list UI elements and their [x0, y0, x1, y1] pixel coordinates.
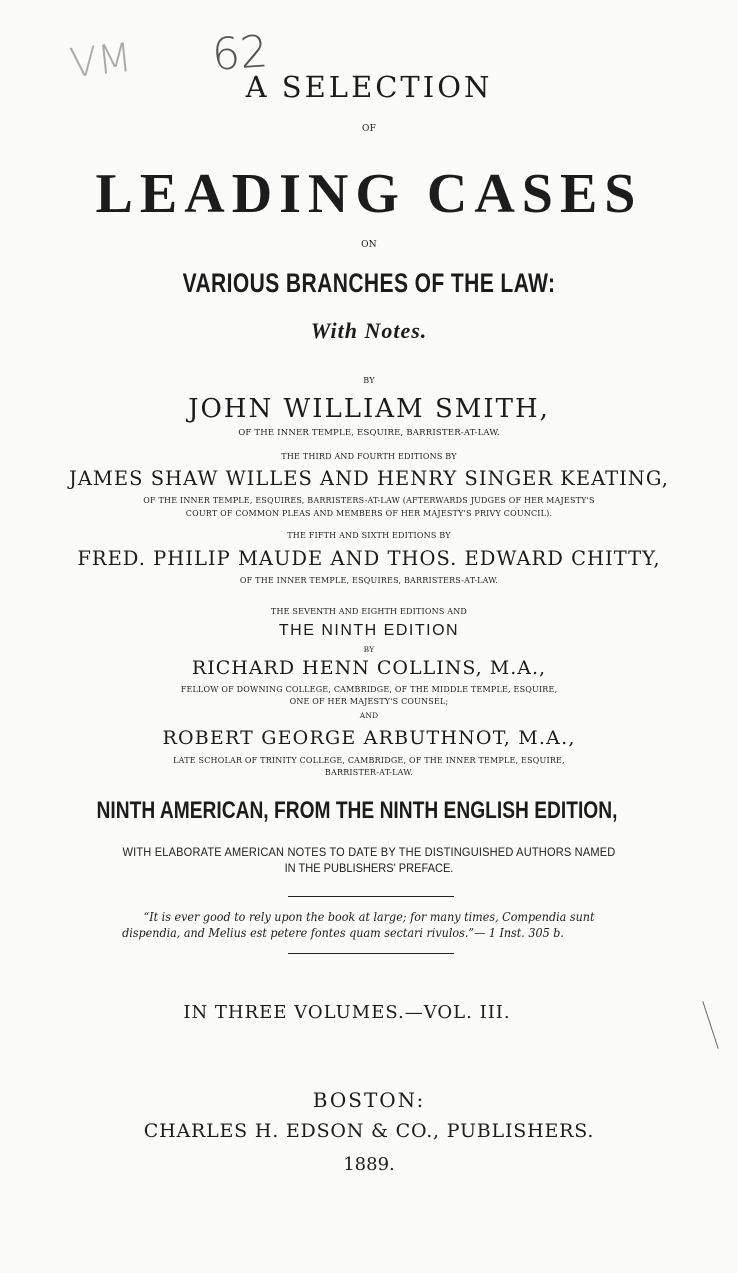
and-label: AND — [359, 711, 379, 720]
arbuthnot-desc-2: BARRISTER-AT-LAW. — [324, 768, 414, 777]
american-edition-heading: NINTH AMERICAN, FROM THE NINTH ENGLISH EDITION, — [96, 797, 618, 824]
third-fourth-editors: JAMES SHAW WILLES AND HENRY SINGER KEATING, — [69, 467, 669, 490]
title-leading-cases: LEADING CASES — [95, 163, 643, 225]
imprint-publisher: CHARLES H. EDSON & CO., PUBLISHERS. — [143, 1120, 595, 1142]
divider-bottom — [288, 953, 454, 954]
title-subject: VARIOUS BRANCHES OF THE LAW: — [182, 268, 556, 298]
epigraph-line-2: dispendia, and Melius est petere fontes quam sectari rivulos.”— 1 Inst. 305 b. — [122, 926, 564, 940]
collins-desc-1: FELLOW OF DOWNING COLLEGE, CAMBRIDGE, OF THE MIDDLE TEMPLE, ESQUIRE, — [180, 685, 558, 694]
author-name: JOHN WILLIAM SMITH, — [188, 394, 550, 424]
seventh-eighth-intro: THE SEVENTH AND EIGHTH EDITIONS AND — [270, 607, 468, 616]
volumes-statement: IN THREE VOLUMES.—VOL. III. — [183, 1002, 511, 1023]
handwritten-call-number: VM — [67, 34, 135, 88]
collins-desc-2: ONE OF HER MAJESTY'S COUNSEL; — [289, 697, 449, 706]
divider-top — [288, 896, 454, 897]
arbuthnot-name: ROBERT GEORGE ARBUTHNOT, M.A., — [162, 727, 576, 749]
third-fourth-desc-2: COURT OF COMMON PLEAS AND MEMBERS OF HER MAJESTY'S PRIVY COUNCIL). — [185, 509, 553, 518]
fifth-sixth-desc: OF THE INNER TEMPLE, ESQUIRES, BARRISTERS-AT-LAW. — [239, 576, 499, 585]
epigraph-line-1: “It is ever good to rely upon the book at large; for many times, Compendia sunt — [143, 910, 595, 924]
title-of: OF — [361, 124, 377, 134]
imprint-year: 1889. — [343, 1154, 395, 1175]
author-description: OF THE INNER TEMPLE, ESQUIRE, BARRISTER-AT-LAW. — [238, 428, 500, 438]
imprint-city: BOSTON: — [312, 1088, 426, 1112]
american-notes-line-2: IN THE PUBLISHERS' PREFACE. — [284, 861, 454, 875]
arbuthnot-desc-1: LATE SCHOLAR OF TRINITY COLLEGE, CAMBRIDGE, OF THE INNER TEMPLE, ESQUIRE, — [173, 756, 565, 765]
fifth-sixth-intro: THE FIFTH AND SIXTH EDITIONS BY — [287, 531, 451, 540]
title-with-notes: With Notes. — [310, 318, 428, 343]
ninth-edition: THE NINTH EDITION — [278, 622, 460, 639]
title-on: ON — [361, 240, 377, 250]
third-fourth-desc-1: OF THE INNER TEMPLE, ESQUIRES, BARRISTERS-AT-LAW (AFTERWARDS JUDGES OF HER MAJESTY'S — [143, 496, 595, 505]
handwritten-number: 62 — [210, 26, 270, 81]
by-label-2: BY — [363, 645, 375, 654]
american-notes-line-1: WITH ELABORATE AMERICAN NOTES TO DATE BY THE DISTINGUISHED AUTHORS NAMED — [122, 845, 616, 859]
fifth-sixth-editors: FRED. PHILIP MAUDE AND THOS. EDWARD CHITTY, — [77, 547, 661, 570]
collins-name: RICHARD HENN COLLINS, M.A., — [191, 657, 547, 679]
title-a-selection: A SELECTION — [245, 70, 493, 104]
third-fourth-intro: THE THIRD AND FOURTH EDITIONS BY — [281, 452, 457, 461]
by-label: BY — [363, 376, 375, 385]
